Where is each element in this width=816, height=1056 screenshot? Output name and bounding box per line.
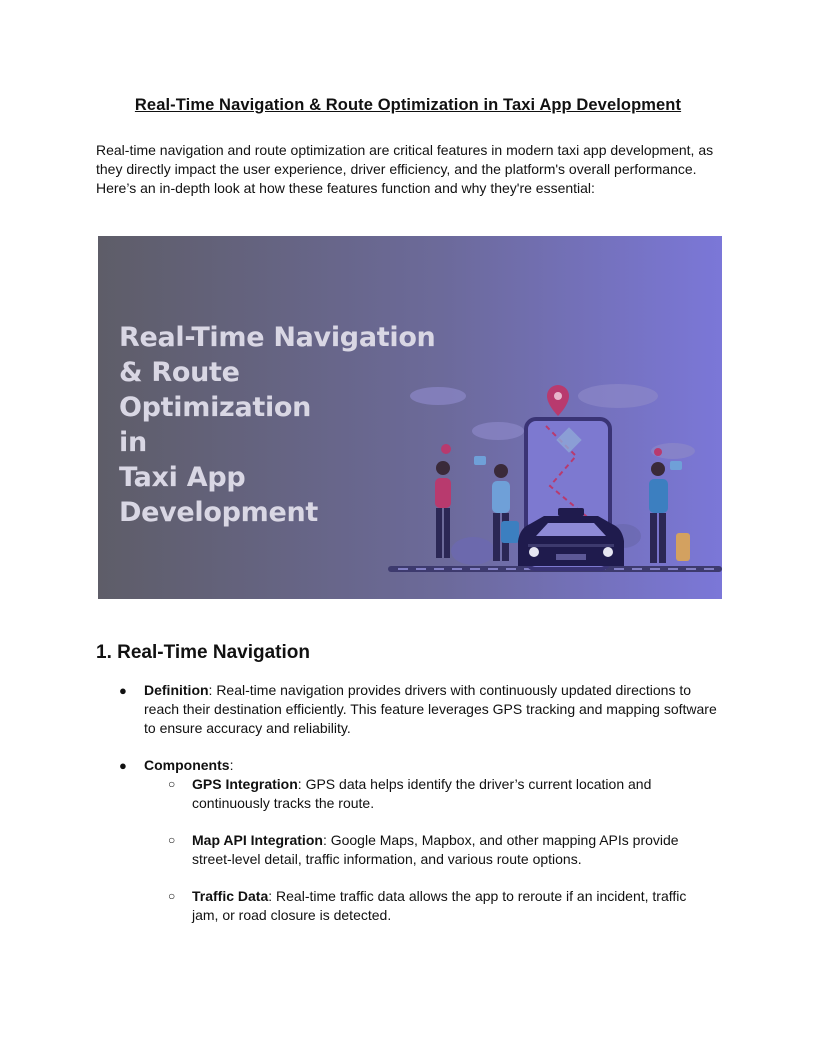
person-icon	[651, 462, 665, 476]
sub-item-text: : Real-time traffic data allows the app to reroute if an incident, traffic jam, or road closure is detected.	[192, 888, 687, 923]
banner-heading-line: & Route	[119, 357, 240, 388]
banner-heading-line: Development	[119, 497, 319, 528]
components-label: Components	[144, 757, 230, 773]
intro-paragraph: Real-time navigation and route optimization are critical features in modern taxi app development, as they directly impact the user experience, driver efficiency, and the platform's overall performance. Here’s an in-depth look at how these features function and why they're essential:	[96, 142, 714, 196]
definition-text: : Real-time navigation provides drivers with continuously updated directions to reach their destination efficiently. This feature leverages GPS tracking and mapping software to ensure accuracy and reliability.	[144, 682, 717, 736]
person-icon	[494, 464, 508, 478]
hero-banner-image	[98, 236, 722, 599]
sub-list-item-gps	[168, 775, 712, 813]
sub-bullet-icon: ○	[168, 777, 176, 791]
definition-label: Definition	[144, 682, 209, 698]
sub-bullet-icon: ○	[168, 889, 176, 903]
sub-item-text: : Google Maps, Mapbox, and other mapping APIs provide street-level detail, traffic information, and various route options.	[192, 832, 679, 867]
sub-item-label: GPS Integration	[192, 776, 298, 792]
cloud-icon	[472, 422, 524, 440]
sub-item-label: Map API Integration	[192, 832, 323, 848]
sub-item-label: Traffic Data	[192, 888, 269, 904]
sub-item-text: : GPS data helps identify the driver’s current location and continuously tracks the route.	[192, 776, 652, 811]
luggage-icon	[676, 533, 690, 561]
sub-list-item-traffic	[168, 887, 712, 925]
map-pin-icon	[654, 448, 662, 456]
banner-heading-line: Optimization	[119, 392, 312, 423]
cloud-icon	[578, 384, 658, 408]
bullet-icon: ●	[119, 683, 127, 698]
bullet-icon: ●	[119, 758, 127, 773]
banner-heading-line: Taxi App	[119, 462, 246, 493]
banner-heading	[119, 320, 479, 530]
list-item-components	[119, 756, 719, 775]
banner-heading-line: Real-Time Navigation	[119, 322, 436, 353]
section-heading: 1. Real-Time Navigation	[96, 642, 310, 663]
document-title: Real-Time Navigation & Route Optimization in Taxi App Development	[134, 96, 682, 114]
sub-list-item-map-api	[168, 831, 712, 869]
sub-bullet-icon: ○	[168, 833, 176, 847]
components-text: :	[229, 757, 234, 773]
banner-heading-line: in	[119, 427, 147, 458]
list-item-definition	[119, 681, 719, 738]
